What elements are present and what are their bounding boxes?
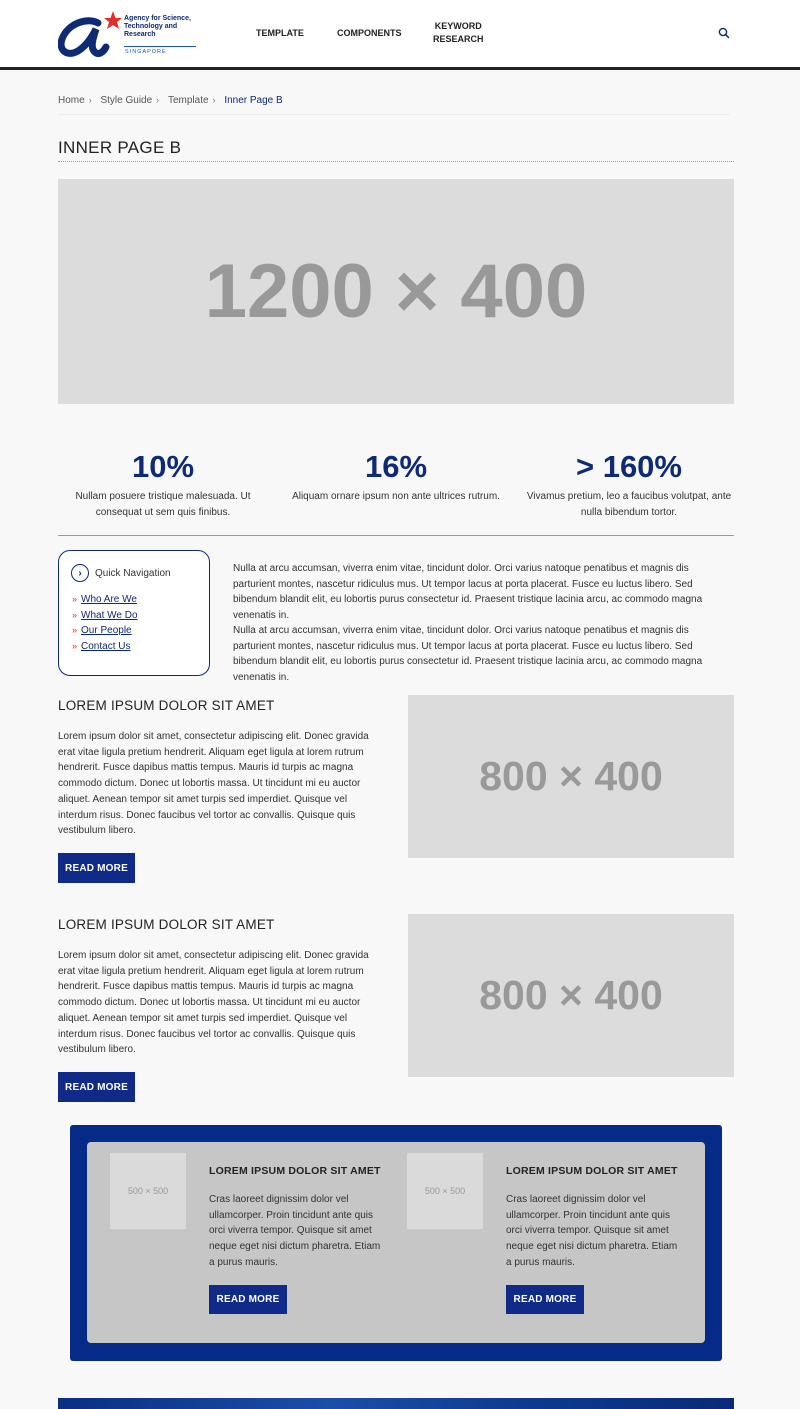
page-title: INNER PAGE B: [58, 138, 734, 162]
stat-value: 16%: [364, 449, 428, 484]
logo-subtext: SINGAPORE: [125, 49, 167, 55]
chevron-right-circle-icon: ›: [71, 564, 89, 582]
quick-nav-item: [72, 592, 138, 608]
quick-navigation-list: [72, 592, 138, 655]
chevron-right-icon: ›: [212, 95, 216, 105]
quick-nav-item: [72, 639, 138, 655]
quick-nav-link-our-people[interactable]: Our People: [81, 625, 132, 637]
bottom-banner-image: [58, 1398, 734, 1409]
quick-nav-link-contact-us[interactable]: Contact Us: [81, 641, 131, 653]
feature-2-title: LOREM IPSUM DOLOR SIT AMET: [58, 917, 275, 932]
quick-navigation: [58, 550, 210, 676]
card-2-read-more-button[interactable]: READ MORE: [506, 1285, 584, 1314]
nav-template[interactable]: TEMPLATE: [256, 28, 304, 38]
nav-keyword-research[interactable]: [433, 20, 484, 46]
quick-nav-item: [72, 623, 138, 639]
card-2-title: LOREM IPSUM DOLOR SIT AMET: [506, 1165, 678, 1177]
breadcrumb-current: Inner Page B: [224, 95, 283, 106]
stat-value: 10%: [131, 449, 195, 484]
feature-1-body: Lorem ipsum dolor sit amet, consectetur adipiscing elit. Donec gravida erat vitae ligula pretium hendrerit. Aliquam eget ligula at lorem rutrum hendrerit. Fusce dapibus mattis tempus. Mauris id turpis ac magna commodo dictum. Donec ut lobortis massa. Ut tincidunt mi eu auctor aliquet. Aenean tempor sit amet turpis sed imperdiet. Quisque vel interdum risus. Donec faucibus vel tortor ac convallis. Quisque quis vestibulum libero.: [58, 731, 369, 837]
stat-2: [291, 449, 501, 505]
breadcrumb: [58, 95, 730, 115]
section-divider: [58, 535, 734, 536]
stat-3: [524, 449, 734, 521]
feature-1-image-placeholder: 800 × 400: [408, 695, 734, 858]
feature-2-body: Lorem ipsum dolor sit amet, consectetur adipiscing elit. Donec gravida erat vitae ligula pretium hendrerit. Aliquam eget ligula at lorem rutrum hendrerit. Fusce dapibus mattis tempus. Mauris id turpis ac magna commodo dictum. Donec ut lobortis massa. Ut tincidunt mi eu auctor aliquet. Aenean tempor sit amet turpis sed imperdiet. Quisque vel interdum risus. Donec faucibus vel tortor ac convallis. Quisque quis vestibulum libero.: [58, 950, 369, 1056]
stat-description: Aliquam ornare ipsum non ante ultrices rutrum.: [292, 491, 500, 502]
stat-description: Vivamus pretium, leo a faucibus volutpat, ante nulla bibendum tortor.: [526, 491, 732, 518]
breadcrumb-template[interactable]: Template: [167, 95, 209, 106]
feature-1-read-more-button[interactable]: READ MORE: [58, 853, 135, 883]
stat-value: > 160%: [575, 449, 682, 484]
stat-1: [58, 449, 268, 521]
chevron-right-icon: ›: [88, 95, 92, 105]
card-1-title: LOREM IPSUM DOLOR SIT AMET: [209, 1165, 381, 1177]
double-chevron-icon: »: [72, 641, 78, 652]
feature-2-image-placeholder: 800 × 400: [408, 914, 734, 1077]
card-2-body: Cras laoreet dignissim dolor vel ullamcorper. Proin tincidunt ante quis orci viverra tempor. Quisque sit amet neque eget nisi dictum pharetra. Etiam a purus mauris.: [506, 1194, 678, 1268]
feature-2-read-more-button[interactable]: READ MORE: [58, 1072, 135, 1102]
search-icon[interactable]: [718, 27, 730, 39]
nav-keyword-research-line1: KEYWORD: [434, 21, 482, 31]
card-1-read-more-button[interactable]: READ MORE: [209, 1285, 287, 1314]
logo-divider: [124, 46, 196, 47]
quick-navigation-title: Quick Navigation: [95, 567, 171, 579]
card-1-image-placeholder: 500 × 500: [110, 1153, 186, 1229]
hero-image-placeholder: 1200 × 400: [58, 179, 734, 404]
quick-nav-item: [72, 608, 138, 624]
nav-keyword-research-line2: RESEARCH: [433, 34, 484, 44]
quick-nav-link-what-we-do[interactable]: What We Do: [81, 609, 138, 621]
double-chevron-icon: »: [72, 625, 78, 636]
double-chevron-icon: »: [72, 609, 78, 620]
astar-logo-icon: [58, 9, 122, 57]
site-header: [0, 0, 800, 70]
quick-nav-link-who-are-we[interactable]: Who Are We: [81, 594, 137, 605]
card-1-body: Cras laoreet dignissim dolor vel ullamcorper. Proin tincidunt ante quis orci viverra tempor. Quisque sit amet neque eget nisi dictum pharetra. Etiam a purus mauris.: [209, 1194, 381, 1268]
quick-navigation-header: [71, 564, 171, 582]
astar-logo[interactable]: [58, 9, 208, 57]
breadcrumb-home[interactable]: Home: [58, 95, 85, 106]
feature-1-title: LOREM IPSUM DOLOR SIT AMET: [58, 698, 275, 713]
chevron-right-icon: ›: [156, 95, 160, 105]
logo-text: Agency for Science, Technology and Research: [124, 15, 191, 38]
card-2-image-placeholder: 500 × 500: [407, 1153, 483, 1229]
nav-components[interactable]: COMPONENTS: [337, 28, 402, 38]
breadcrumb-style-guide[interactable]: Style Guide: [100, 95, 153, 106]
intro-paragraph-2: Nulla at arcu accumsan, viverra enim vitae, tincidunt dolor. Orci varius natoque penatibus et magnis dis parturient montes, nascetur ridiculus mus. Ut tempor lacus at porta placerat. Fusce eu luctus libero. Sed bibendum blandit elit, eu lobortis purus consectetur id. Praesent tristique lacinia arcu, ac commodo magna venenatis in.: [233, 625, 703, 684]
double-chevron-icon: »: [72, 594, 78, 604]
intro-paragraph-1: Nulla at arcu accumsan, viverra enim vitae, tincidunt dolor. Orci varius natoque penatibus et magnis dis parturient montes, nascetur ridiculus mus. Ut tempor lacus at porta placerat. Fusce eu luctus libero. Sed bibendum blandit elit, eu lobortis purus consectetur id. Praesent tristique lacinia arcu, ac commodo magna venenatis in.: [233, 563, 703, 622]
stat-description: Nullam posuere tristique malesuada. Ut consequat ut sem quis finibus.: [75, 491, 251, 518]
